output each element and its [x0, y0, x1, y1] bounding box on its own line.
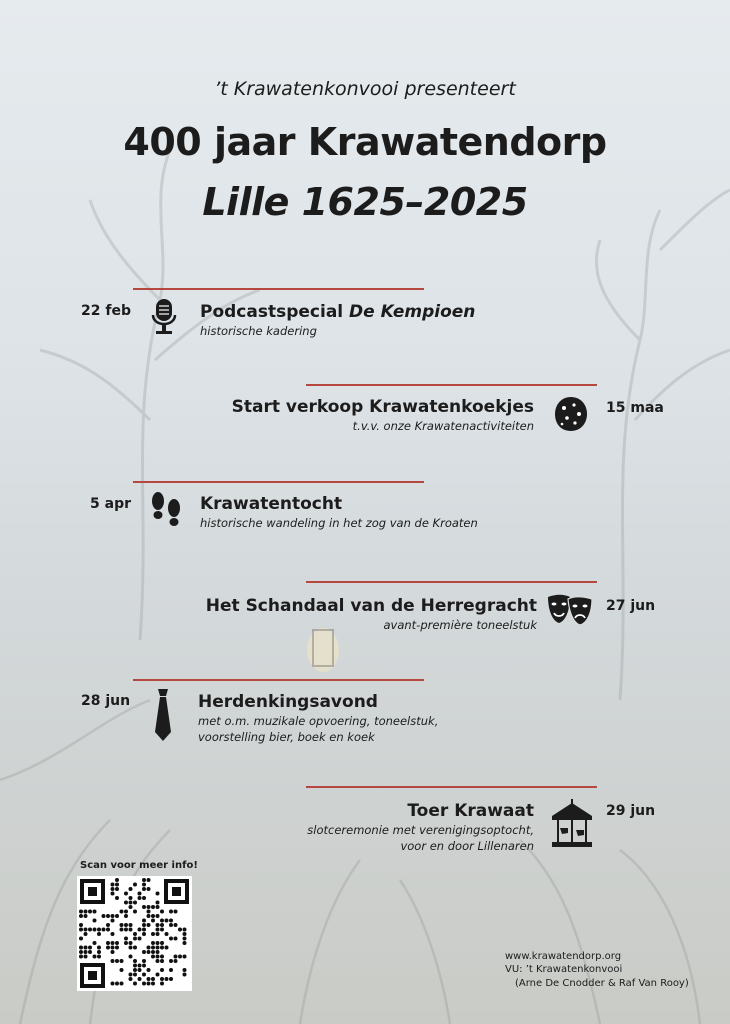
- theater-masks-icon: [546, 593, 594, 629]
- qr-module: [156, 923, 160, 927]
- qr-module: [151, 932, 155, 936]
- event-subtitle: met o.m. muzikale opvoering, toneelstuk,: [198, 714, 439, 728]
- qr-module: [178, 928, 182, 932]
- event-subtitle: historische wandeling in het zog van de Kroaten: [200, 516, 478, 530]
- page-subtitle: Lille 1625–2025: [202, 180, 528, 224]
- qr-module: [147, 968, 151, 972]
- qr-module: [165, 919, 169, 923]
- qr-module: [147, 910, 151, 914]
- qr-module: [115, 883, 119, 887]
- qr-module: [133, 982, 137, 986]
- qr-module: [165, 977, 169, 981]
- qr-module: [84, 932, 88, 936]
- qr-module: [183, 973, 187, 977]
- qr-module: [97, 932, 101, 936]
- qr-module: [124, 901, 128, 905]
- qr-module: [142, 950, 146, 954]
- qr-module: [156, 892, 160, 896]
- event-subtitle-line2: voorstelling bier, boek en koek: [198, 730, 375, 744]
- qr-module: [169, 923, 173, 927]
- qr-module: [111, 932, 115, 936]
- qr-module: [138, 928, 142, 932]
- qr-module: [84, 955, 88, 959]
- qr-module: [124, 937, 128, 941]
- qr-module: [111, 946, 115, 950]
- qr-module: [183, 941, 187, 945]
- qr-module: [142, 964, 146, 968]
- event-title: Het Schandaal van de Herregracht: [205, 596, 537, 616]
- qr-module: [133, 968, 137, 972]
- qr-module: [111, 982, 115, 986]
- divider-rule: [306, 384, 597, 386]
- qr-module: [79, 923, 83, 927]
- qr-module: [151, 955, 155, 959]
- presenter-line: ’t Krawatenkonvooi presenteert: [214, 78, 516, 100]
- event-date: 27 jun: [606, 598, 656, 614]
- publisher-names: (Arne De Cnodder & Raf Van Rooy): [515, 978, 689, 989]
- qr-module: [142, 878, 146, 882]
- qr-module: [156, 905, 160, 909]
- qr-module: [115, 982, 119, 986]
- qr-module: [115, 896, 119, 900]
- divider-rule: [306, 786, 597, 788]
- qr-module: [151, 941, 155, 945]
- qr-code-graphic: [77, 876, 192, 991]
- qr-module: [102, 928, 106, 932]
- qr-module: [147, 982, 151, 986]
- qr-module: [133, 883, 137, 887]
- qr-module: [124, 941, 128, 945]
- qr-module: [115, 959, 119, 963]
- qr-module: [120, 959, 124, 963]
- qr-module: [147, 914, 151, 918]
- qr-module: [84, 946, 88, 950]
- qr-module: [124, 892, 128, 896]
- qr-module: [174, 959, 178, 963]
- qr-module: [138, 892, 142, 896]
- qr-module: [138, 977, 142, 981]
- divider-rule: [133, 481, 424, 483]
- qr-module: [133, 910, 137, 914]
- qr-module: [93, 928, 97, 932]
- qr-module: [124, 914, 128, 918]
- qr-module: [84, 928, 88, 932]
- qr-module: [111, 919, 115, 923]
- qr-module: [79, 910, 83, 914]
- qr-module: [79, 955, 83, 959]
- qr-module: [142, 905, 146, 909]
- qr-module: [129, 923, 133, 927]
- page-title: 400 jaar Krawatendorp: [123, 120, 607, 164]
- qr-module: [169, 919, 173, 923]
- event-date: 28 jun: [81, 693, 131, 709]
- qr-module: [169, 968, 173, 972]
- qr-module: [183, 955, 187, 959]
- qr-module: [160, 928, 164, 932]
- qr-module: [84, 910, 88, 914]
- qr-module: [151, 950, 155, 954]
- qr-module: [111, 887, 115, 891]
- necktie-icon: [152, 688, 174, 744]
- qr-module: [93, 941, 97, 945]
- qr-module: [183, 928, 187, 932]
- qr-module: [160, 923, 164, 927]
- event-date: 29 jun: [606, 803, 656, 819]
- qr-module: [102, 914, 106, 918]
- qr-module: [115, 914, 119, 918]
- qr-module: [97, 946, 101, 950]
- qr-module: [133, 973, 137, 977]
- qr-module: [120, 982, 124, 986]
- event-title: Krawatentocht: [200, 494, 343, 514]
- qr-module: [79, 950, 83, 954]
- qr-module: [138, 937, 142, 941]
- event-subtitle: t.v.v. onze Krawatenactiviteiten: [352, 419, 534, 433]
- qr-module: [174, 937, 178, 941]
- qr-module: [174, 910, 178, 914]
- qr-module: [79, 946, 83, 950]
- qr-module: [115, 887, 119, 891]
- qr-module: [79, 914, 83, 918]
- qr-module: [79, 937, 83, 941]
- qr-module: [93, 919, 97, 923]
- qr-module: [169, 937, 173, 941]
- qr-module: [151, 982, 155, 986]
- event-subtitle: historische kadering: [200, 324, 317, 338]
- divider-rule: [133, 288, 424, 290]
- qr-module: [129, 955, 133, 959]
- qr-module: [115, 941, 119, 945]
- qr-module: [142, 973, 146, 977]
- qr-module: [160, 968, 164, 972]
- qr-module: [106, 914, 110, 918]
- qr-module: [88, 946, 92, 950]
- qr-module: [84, 914, 88, 918]
- qr-module: [97, 950, 101, 954]
- qr-module: [156, 946, 160, 950]
- qr-module: [142, 919, 146, 923]
- qr-module: [120, 968, 124, 972]
- qr-module: [156, 973, 160, 977]
- divider-rule: [133, 679, 424, 681]
- qr-module: [133, 946, 137, 950]
- qr-module: [142, 982, 146, 986]
- qr-module: [156, 914, 160, 918]
- qr-module: [115, 946, 119, 950]
- qr-module: [111, 941, 115, 945]
- qr-module: [147, 905, 151, 909]
- qr-module: [93, 955, 97, 959]
- qr-module: [111, 959, 115, 963]
- qr-module: [160, 941, 164, 945]
- qr-module: [120, 910, 124, 914]
- qr-module: [111, 914, 115, 918]
- qr-module: [156, 932, 160, 936]
- qr-module: [178, 955, 182, 959]
- qr-module: [88, 928, 92, 932]
- qr-module: [169, 977, 173, 981]
- qr-module: [84, 950, 88, 954]
- qr-module: [120, 923, 124, 927]
- qr-module: [142, 883, 146, 887]
- qr-module: [88, 950, 92, 954]
- qr-module: [147, 977, 151, 981]
- qr-module: [142, 896, 146, 900]
- qr-module: [124, 928, 128, 932]
- qr-module: [174, 923, 178, 927]
- qr-module: [129, 928, 133, 932]
- qr-module: [88, 910, 92, 914]
- event-subtitle: slotceremonie met verenigingsoptocht,: [307, 823, 534, 837]
- qr-module: [97, 955, 101, 959]
- cookie-icon: [552, 394, 590, 434]
- microphone-icon: [150, 297, 178, 337]
- event-title: [200, 302, 475, 322]
- qr-module: [147, 923, 151, 927]
- event-date: 22 feb: [81, 303, 131, 319]
- carousel-icon: [550, 798, 594, 850]
- event-title: Toer Krawaat: [407, 801, 534, 821]
- qr-module: [115, 878, 119, 882]
- qr-module: [151, 946, 155, 950]
- qr-module: [106, 928, 110, 932]
- qr-module: [183, 932, 187, 936]
- divider-rule: [306, 581, 597, 583]
- qr-module: [129, 977, 133, 981]
- qr-module: [160, 946, 164, 950]
- qr-module: [156, 959, 160, 963]
- event-title: Start verkoop Krawatenkoekjes: [231, 397, 534, 417]
- qr-module: [133, 964, 137, 968]
- qr-module: [106, 941, 110, 945]
- qr-module: [147, 887, 151, 891]
- qr-module: [129, 973, 133, 977]
- qr-module: [183, 937, 187, 941]
- qr-module: [160, 910, 164, 914]
- qr-module: [111, 892, 115, 896]
- qr-module: [151, 905, 155, 909]
- qr-module: [160, 959, 164, 963]
- qr-module: [165, 932, 169, 936]
- event-subtitle: avant-première toneelstuk: [383, 618, 537, 632]
- qr-module: [174, 955, 178, 959]
- event-date: 15 maa: [606, 400, 664, 416]
- website-url[interactable]: www.krawatendorp.org: [505, 951, 622, 962]
- event-title: Herdenkingsavond: [198, 692, 378, 712]
- qr-module: [156, 941, 160, 945]
- qr-module: [111, 883, 115, 887]
- event-subtitle-line2: voor en door Lillenaren: [400, 839, 534, 853]
- qr-module: [129, 896, 133, 900]
- qr-module: [142, 932, 146, 936]
- qr-module: [129, 901, 133, 905]
- qr-module: [151, 977, 155, 981]
- qr-module: [111, 950, 115, 954]
- qr-caption: Scan voor meer info!: [80, 860, 198, 871]
- qr-module: [79, 928, 83, 932]
- qr-module: [142, 887, 146, 891]
- qr-module: [138, 896, 142, 900]
- qr-module: [151, 919, 155, 923]
- qr-module: [183, 968, 187, 972]
- qr-module: [138, 968, 142, 972]
- qr-module: [133, 959, 137, 963]
- qr-module: [142, 928, 146, 932]
- qr-module: [169, 959, 173, 963]
- qr-module: [129, 946, 133, 950]
- qr-module: [133, 937, 137, 941]
- qr-module: [160, 977, 164, 981]
- qr-module: [151, 914, 155, 918]
- qr-module: [169, 910, 173, 914]
- qr-module: [124, 923, 128, 927]
- qr-module: [97, 928, 101, 932]
- qr-module: [120, 928, 124, 932]
- qr-module: [106, 923, 110, 927]
- qr-module: [129, 941, 133, 945]
- footprints-icon: [148, 490, 184, 530]
- qr-module: [147, 946, 151, 950]
- qr-module: [156, 955, 160, 959]
- qr-module: [160, 955, 164, 959]
- qr-module: [160, 982, 164, 986]
- qr-module: [142, 959, 146, 963]
- responsible-publisher: VU: ’t Krawatenkonvooi: [505, 964, 623, 975]
- qr-module: [138, 964, 142, 968]
- qr-module: [93, 910, 97, 914]
- qr-module: [156, 901, 160, 905]
- event-title-main: Podcastspecial: [200, 302, 350, 322]
- qr-module: [147, 878, 151, 882]
- qr-module: [124, 910, 128, 914]
- qr-module: [160, 919, 164, 923]
- qr-module: [142, 923, 146, 927]
- qr-module: [165, 946, 169, 950]
- qr-module: [156, 928, 160, 932]
- qr-module: [133, 932, 137, 936]
- event-title-emphasis: De Kempioen: [349, 302, 476, 322]
- qr-module: [129, 905, 133, 909]
- qr-module: [106, 946, 110, 950]
- qr-module: [147, 950, 151, 954]
- qr-module: [133, 901, 137, 905]
- qr-module: [129, 887, 133, 891]
- qr-module: [156, 950, 160, 954]
- event-date: 5 apr: [90, 496, 131, 512]
- qr-code[interactable]: [77, 876, 192, 991]
